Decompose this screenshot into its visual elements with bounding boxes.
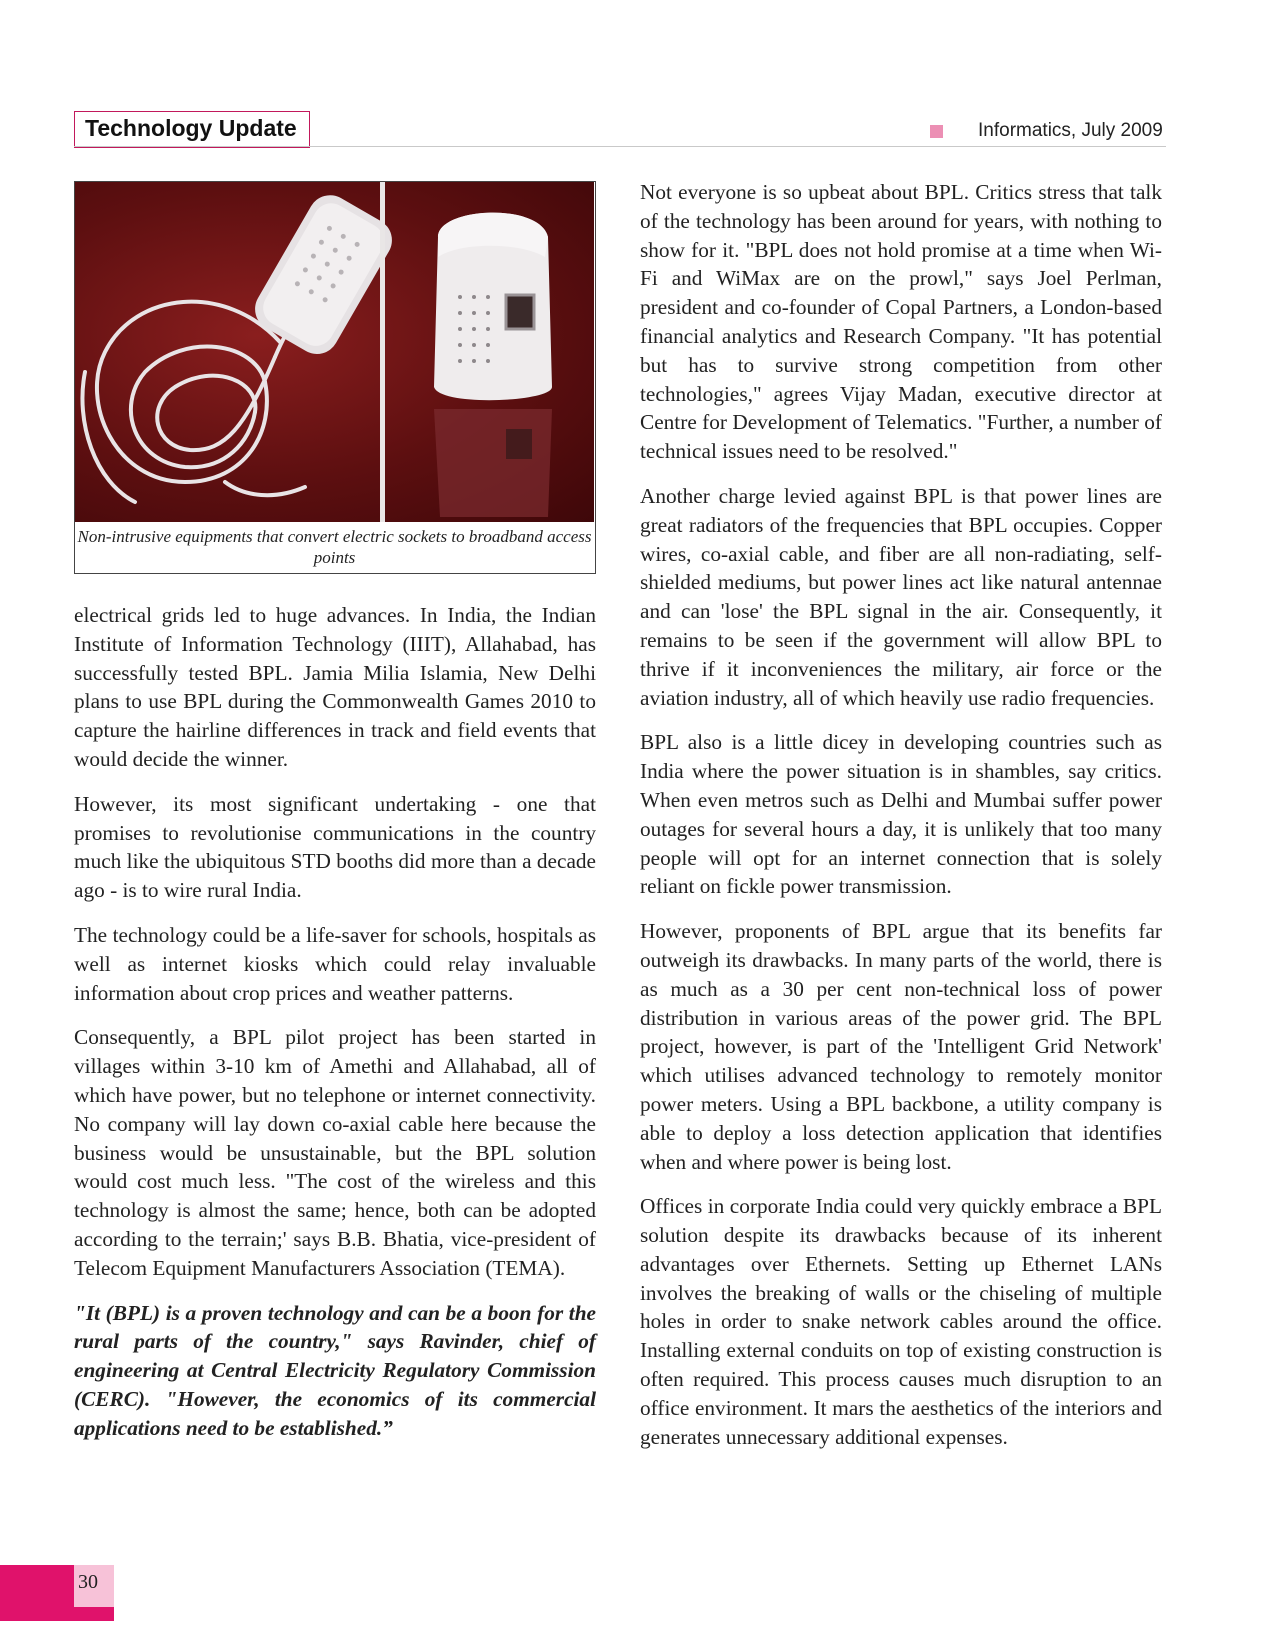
figure-caption: Non-intrusive equipments that convert electric sockets to broadband access points — [77, 527, 592, 567]
paragraph: Consequently, a BPL pilot project has been started in villages within 3-10 km of Amethi and Allahabad, all of which have power, but no telephone or internet connectivity. No company will lay down co-axial cable here because the business would be unsustainable, but the BPL solution would cost much less. "The cost of the wireless and this technology is almost the same; hence, both can be adopted according to the terrain;' says B.B. Bhatia, vice-president of Telecom Equipment Manufacturers Association (TEMA). — [74, 1025, 596, 1280]
issue-date: Informatics, July 2009 — [978, 120, 1163, 141]
page-number: 30 — [78, 1571, 98, 1593]
page-accent-strip — [74, 1607, 114, 1621]
adapter-with-cable-photo — [75, 182, 594, 522]
figure — [74, 181, 596, 574]
left-column — [74, 601, 596, 1459]
section-title: Technology Update — [74, 111, 310, 148]
page-accent-bar — [0, 1565, 74, 1621]
paragraph: However, proponents of BPL argue that its benefits far outweigh its drawbacks. In many parts of the world, there is as much as a 30 per cent non-technical loss of power distribution in various areas of the power grid. The BPL project, however, is part of the 'Intelligent Grid Network' which utilises advanced technology to remotely monitor power meters. Using a BPL backbone, a utility company is able to deploy a loss detection application that identifies when and where power is being lost. — [640, 919, 1162, 1174]
paragraph: However, its most significant undertaking - one that promises to revolutionise communications in the country much like the ubiquitous STD booths did more than a decade ago - is to wire rural India. — [74, 791, 596, 903]
header-marker — [930, 125, 943, 138]
right-column — [640, 178, 1162, 1467]
paragraph: Offices in corporate India could very quickly embrace a BPL solution despite its drawbacks because of its inherent advantages over Ethernets. Setting up Ethernet LANs involves the breaking of walls or the chiseling of multiple holes in order to snake network cables around the office. Installing external conduits on top of existing construction is often required. This process causes much disruption to an office environment. It mars the aesthetics of the interiors and generates unnecessary additional expenses. — [640, 1194, 1162, 1449]
photo-divider — [380, 182, 385, 522]
pull-quote: "It (BPL) is a proven technology and can be a boon for the rural parts of the country," says Ravinder, chief of engineering at Central Electricity Regulatory Commission (CERC). "However, the economics of its commercial applications need to be established.” — [74, 1300, 596, 1440]
paragraph: The technology could be a life-saver for schools, hospitals as well as internet kiosks which could relay invaluable information about crop prices and weather patterns. — [74, 922, 596, 1005]
paragraph: Not everyone is so upbeat about BPL. Critics stress that talk of the technology has been around for years, with nothing to show for it. "BPL does not hold promise at a time when Wi- Fi and WiMax are on the prowl," says Joel Perlman, president and co-founder of Copal Partners, a London-based financial analytics and Research Company. "It has potential but has to survive strong competition from other technologies," agrees Vijay Madan, executive director at Centre for Development of Telematics. "Further, a number of technical issues need to be resolved." — [640, 180, 1162, 464]
paragraph: Another charge levied against BPL is that power lines are great radiators of the frequencies that BPL occupies. Copper wires, co-axial cable, and fiber are all non-radiating, self-shielded mediums, but power lines act like natural antennae and can 'lose' the BPL signal in the air. Consequently, it remains to be seen if the government will allow BPL to thrive if it inconveniences the military, air force or the aviation industry, all of which heavily use radio frequencies. — [640, 483, 1162, 710]
paragraph: BPL also is a little dicey in developing countries such as India where the power situation is in shambles, say critics. When even metros such as Delhi and Mumbai suffer power outages for several hours a day, it is unlikely that too many people will opt for an internet connection that is solely reliant on fickle power transmission. — [640, 730, 1162, 899]
paragraph: electrical grids led to huge advances. In India, the Indian Institute of Information Technology (IIIT), Allahabad, has successfully tested BPL. Jamia Milia Islamia, New Delhi plans to use BPL during the Commonwealth Games 2010 to capture the hairline differences in track and field events that would decide the winner. — [74, 603, 596, 771]
header-divider — [74, 146, 1166, 147]
figure-photo — [75, 182, 594, 522]
